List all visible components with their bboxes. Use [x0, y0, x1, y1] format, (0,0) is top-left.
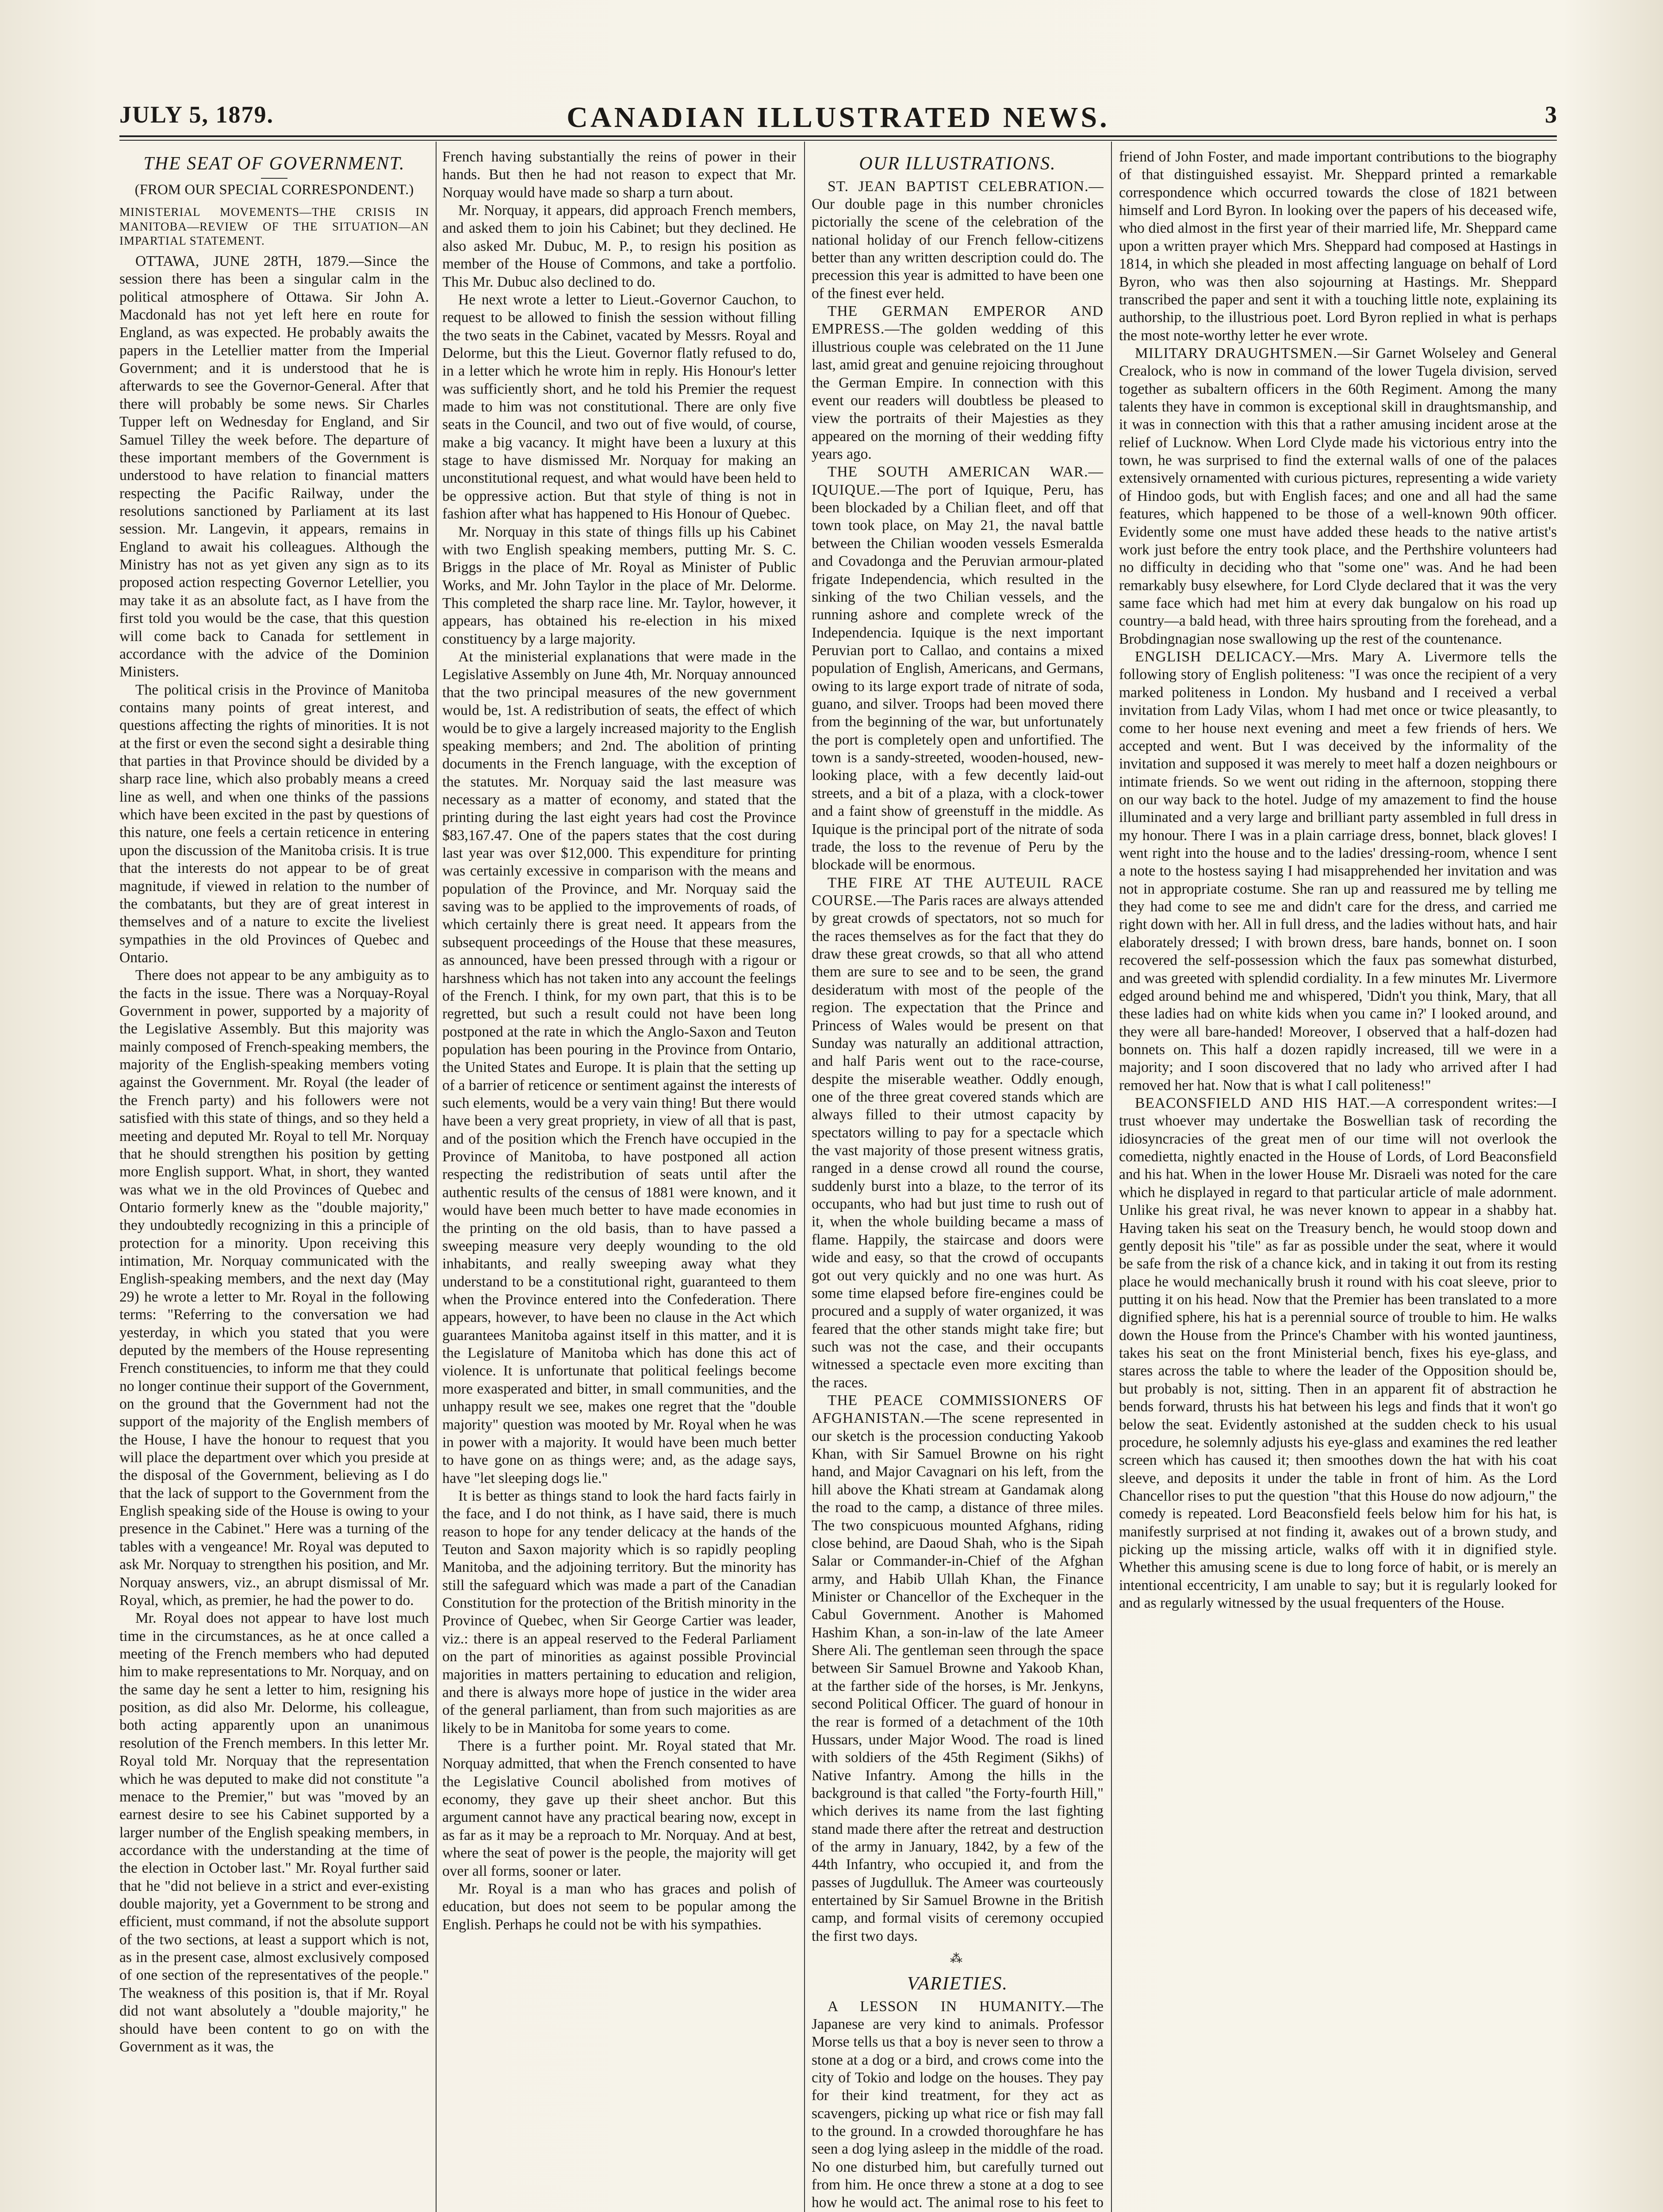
paragraph: It is better as things stand to look the hard facts fairly in the face, and I do not think, as I have said, there is much reason to hope for any tender delicacy at the hands of the Teuton and Saxon majority which is so rapidly peopling Manitoba, and the adjoining territory. But the minority has still the safeguard which was made a part of the Canadian Constitution for the protection of the British minority in the Province of Quebec, when Sir George Cartier was leader, viz.: there is an appeal reserved to the Federal Parliament on the part of minorities as against possible Provincial majorities in matters pertaining to education and religion, and there is always more hope of justice in the wider area of the general parliament, than from such majorities as are likely to be in Manitoba for some years to come.: [442, 1487, 796, 1736]
column-divider: [1111, 142, 1112, 2212]
item-heading: ST. JEAN BAPTIST CELEBRATION.: [828, 178, 1089, 195]
page-number: 3: [1545, 101, 1557, 128]
page-header: [119, 101, 1557, 136]
masthead-title: CANADIAN ILLUSTRATED NEWS.: [567, 101, 1110, 134]
paragraph: Mr. Norquay, it appears, did approach French members, and asked them to join his Cabinet; but they declined. He also asked Mr. Dubuc, M. P., to resign his position as member of the House of Commons, and take a portfolio. This Mr. Dubuc also declined to do.: [442, 202, 796, 290]
paragraph: There is a further point. Mr. Royal stated that Mr. Norquay admitted, that when the French consented to have the Legislative Council abolished from motives of economy, they gave up their sheet anchor. But this argument cannot have any practical bearing now, except in as far as it may be a reproach to Mr. Norquay. And at best, where the seat of power is the people, the majority will get over all forms, sooner or later.: [442, 1737, 796, 1879]
paragraph: Mr. Norquay in this state of things fills up his Cabinet with two English speaking members, putting Mr. S. C. Briggs in the place of Mr. Royal as Minister of Public Works, and Mr. John Taylor in the place of Mr. Delorme. This completed the sharp race line. Mr. Taylor, however, it appears, has obtained his re-election in his mixed constituency by a large majority.: [442, 523, 796, 647]
paragraph: [812, 874, 1104, 1392]
paragraph: [1119, 648, 1557, 1094]
item-text: —The scene represented in our sketch is the procession conducting Yakoob Khan, with Sir Samuel Browne on his right hand, and Major Cavagnari on his left, from the hill above the Khati stream at Gandamak along the road to the camp, a distance of three miles. The two conspicuous mounted Afghans, riding close behind, are Daoud Shah, who is the Sipah Salar or Commander-in-Chief of the Afghan army, and Habib Ullah Khan, the Finance Minister or Chancellor of the Exchequer in the Cabul Government. Another is Mahomed Hashim Khan, a son-in-law of the late Ameer Shere Ali. The gentleman seen through the space between Sir Samuel Browne and Yakoob Khan, at the farther side of the horses, is Mr. Jenkyns, second Political Officer. The guard of honour in the rear is formed of a detachment of the 10th Hussars, under Major Wood. The road is lined with soldiers of the 45th Regiment (Sikhs) of Native Infantry. Among the hills in the background is that called "the Forty-fourth Hill," which derives its name from the last fighting stand made there after the retreat and destruction of the army in January, 1842, by a few of the 44th Infantry, who occupied it, and from the passes of Jugdulluk. The Ameer was courteously entertained by Sir Samuel Browne in the British camp, and formal visits of ceremony occupied the first two days.: [812, 1410, 1104, 1944]
item-text: —The golden wedding of this illustrious couple was celebrated on the 11 June last, amid great and genuine rejoicing throughout the German Empire. In connection with this event our readers will doubtless be pleased to view the portraits of their Majesties as they appeared on the morning of their wedding fifty years ago.: [812, 321, 1104, 462]
column-2: [442, 148, 796, 2212]
paragraph: friend of John Foster, and made important contributions to the biography of that distinguished essayist. Mr. Sheppard printed a remarkable correspondence which occurred towards the close of 1821 between himself and Lord Byron. In looking over the papers of his deceased wife, who died almost in the first year of their married life, Mr. Sheppard came upon a written prayer which Mrs. Sheppard had composed at Hastings in 1814, in which she pleaded in most affecting language on behalf of Lord Byron, who was then also sojourning at Hastings. Mr. Sheppard transcribed the paper and sent it with a touching little note, explaining its authorship, to the illustrious poet. Lord Byron replied in what is perhaps the most note-worthy letter he ever wrote.: [1119, 149, 1557, 344]
paragraph: [812, 178, 1104, 303]
column-3: [812, 148, 1104, 2212]
paragraph: Mr. Royal is a man who has graces and polish of education, but does not seem to be popular among the English. Perhaps he could not be with his sympathies.: [442, 1880, 796, 1933]
column-divider: [436, 142, 437, 2212]
item-text: —Sir Garnet Wolseley and General Crealock, who is now in command of the lower Tugela division, served together as subaltern officers in the 60th Regiment. Among the many talents they have in common is exceptional skill in draughtsmanship, and it was in connection with this that a rather amusing incident arose at the relief of Lucknow. When Lord Clyde made his victorious entry into the town, he was surprised to find the external walls of one of the palaces extensively ornamented with curious pictures, representing a wide variety of Hindoo gods, but with English faces; and one and all had the same features, which happened to be those of a well-known 90th officer. Evidently some one must have added these heads to the native artist's work just before the entry took place, and the Perthshire volunteers had no difficulty in deciding who that "some one" was. And he had been remarkably busy elsewhere, for Lord Clyde declared that it was the very same face which had met him at every dak bungalow on his road up country—a bald head, with three hairs sprouting from the forehead, and a Brobdingnagian nose swallowing up the rest of the countenance.: [1119, 345, 1557, 647]
title-rule: [261, 178, 287, 179]
paragraph: [812, 303, 1104, 463]
issue-date: JULY 5, 1879.: [119, 101, 274, 128]
item-heading: THE PEACE COMMISSIONERS OF AFGHANISTAN.: [812, 1392, 1104, 1427]
paragraph: French having substantially the reins of power in their hands. But then he had not reason to expect that Mr. Norquay would have made so sharp a turn about.: [442, 149, 796, 201]
item-heading: BEACONSFIELD AND HIS HAT.: [1135, 1095, 1371, 1112]
column-4: [1119, 148, 1557, 2212]
paragraph: [1119, 1094, 1557, 1612]
item-heading: ENGLISH DELICACY.: [1135, 649, 1296, 665]
item-heading: THE SOUTH AMERICAN WAR.—IQUIQUE.: [812, 464, 1104, 498]
item-heading: A LESSON IN HUMANITY.: [828, 1998, 1066, 2015]
paragraph: [812, 1998, 1104, 2212]
item-text: —The Japanese are very kind to animals. Professor Morse tells us that a boy is never seen to throw a stone at a dog or a bird, and crows come into the city of Tokio and lodge on the houses. They pay for their kind treatment, for they act as scavengers, picking up what rice or fish may fall to the ground. In a crowded thoroughfare he has seen a dog lying asleep in the middle of the road. No one disturbed him, but carefully turned out from him. He once threw a stone at a dog to see how he would act. The animal rose to his feet to: [812, 1998, 1104, 2211]
header-rule: [119, 135, 1557, 141]
item-heading: THE FIRE AT THE AUTEUIL RACE COURSE.: [812, 874, 1104, 909]
paragraph: OTTAWA, JUNE 28TH, 1879.—Since the session there has been a singular calm in the political atmosphere of Ottawa. Sir John A. Macdonald has not yet left here en route for England, as was expected. He probably awaits the papers in the Letellier matter from the Imperial Government; and it is understood that he is afterwards to see the Governor-General. After that there will probably be some news. Sir Charles Tupper left on Wednesday for England, and Sir Samuel Tilley the week before. The departure of these important members of the Government is understood to have relation to financial matters respecting the Pacific Railway, under the resolutions sanctioned by Parliament at its last session. Mr. Langevin, it appears, remains in England to await his colleagues. Although the Ministry has not as yet given any sign as to its proposed action respecting Governor Letellier, you may take it as an absolute fact, as I have from the first told you would be the case, that this question will come back to Canada for settlement in accordance with the advice of the Dominion Ministers.: [119, 253, 429, 680]
item-text: —Our double page in this number chronicles pictorially the scene of the celebration of the national holiday of our French fellow-citizens better than any written description could do. The precession this year is admitted to have been one of the finest ever held.: [812, 178, 1104, 302]
section-title-illustrations: OUR ILLUSTRATIONS.: [859, 154, 1056, 174]
column-1: [119, 148, 429, 2212]
paragraph: [1119, 345, 1557, 648]
article-subheads: MINISTERIAL MOVEMENTS—THE CRISIS IN MANITOBA—REVIEW OF THE SITUATION—AN IMPARTIAL STATEMENT.: [119, 205, 429, 248]
paragraph: There does not appear to be any ambiguity as to the facts in the issue. There was a Norquay-Royal Government in power, supported by a majority of the Legislative Assembly. But this majority was mainly composed of French-speaking members, the majority of the English-speaking members voting against the Government. Mr. Royal (the leader of the French party) and his followers were not satisfied with this state of things, and so they held a meeting and deputed Mr. Royal to tell Mr. Norquay that he should strengthen his position by getting more English support. What, in short, they wanted was what we in the old Provinces of Quebec and Ontario formerly knew as the "double majority," they undoubtedly recognizing in this a principle of protection for a minority. Upon receiving this intimation, Mr. Norquay communicated with the English-speaking members, and the next day (May 29) he wrote a letter to Mr. Royal in the following terms: "Referring to the conversation we had yesterday, in which you stated that you were deputed by the members of the House representing French constituencies, to inform me that they could no longer continue their support of the Government, on the ground that the Government had not the support of the majority of the English members of the House, I have the honour to request that you will place the department over which you preside at the disposal of the Government, believing as I do that the lack of support to the Government from the English speaking side of the House is owing to your presence in the Cabinet." Here was a turning of the tables with a vengeance! Mr. Royal was deputed to ask Mr. Norquay to strengthen his position, and Mr. Norquay answers, viz., an abrupt dismissal of Mr. Royal, which, as premier, he had the power to do.: [119, 967, 429, 1609]
paragraph: Mr. Royal does not appear to have lost much time in the circumstances, as he at once called a meeting of the French members who had deputed him to make representations to Mr. Norquay, and on the same day he sent a letter to him, resigning his position, as did also Mr. Delorme, his colleague, both acting apparently upon an unanimous resolution of the French members. In this letter Mr. Royal told Mr. Norquay that the representation which he was deputed to make did not constitute "a menace to the Premier," but was "moved by an earnest desire to see his Cabinet supported by a larger number of the English speaking members, in accordance with the understanding at the time of the election in October last." Mr. Royal further said that he "did not believe in a strict and ever-existing double majority, yet a Government to be strong and efficient, must command, if not the absolute support of the two sections, at least a support which is not, as in the present case, almost exclusively composed of one section of the representatives of the people." The weakness of this position is, that if Mr. Royal did not want absolutely a "double majority," he should have been content to go on with the Government as it was, the: [119, 1610, 429, 2055]
section-title-varieties: VARIETIES.: [907, 1973, 1008, 1994]
paragraph: At the ministerial explanations that were made in the Legislative Assembly on June 4th, Mr. Norquay announced that the two principal measures of the new government would be, 1st. A redistribution of seats, the effect of which would be to give a largely increased majority to the English speaking members; and 2nd. The abolition of printing documents in the French language, with the exception of the statutes. Mr. Norquay said the last measure was necessary as a matter of economy, and stated that the printing during the last eight years had cost the Province $83,167.47. One of the papers states that the cost during last year was over $12,000. This expenditure for printing was certainly excessive in comparison with the means and population of the Province, and Mr. Norquay said the saving was to be applied to the improvements of roads, of which certainly there is great need. It appears from the subsequent proceedings of the House that these measures, as announced, have been pressed through with a rigour or harshness which has not taken into any account the feelings of the French. I think, for my own part, that this is to be regretted, but such a result could not have been long postponed at the rate in which the Anglo-Saxon and Teuton population has been pouring in the Province from Ontario, the United States and Europe. It is plain that the setting up of a barrier of reticence or sentiment against the interests of such elements, would be a very vain thing! But there would have been a very great propriety, in view of all that is past, and of the position which the French have occupied in the Province of Manitoba, to have postponed all action respecting the redistribution of seats until after the authentic results of the census of 1881 were known, and it would have been much better to have made economies in the printing on the old basis, than to have passed a sweeping measure very deeply wounding to the old inhabitants, and really sweeping away what they understand to be a constitutional right, guaranteed to them when the Province entered into the Confederation. There appears, however, to have been no clause in the Act which guarantees Manitoba against itself in this matter, and it is the Legislature of Manitoba which has done this act of violence. It is unfortunate that political feelings become more exasperated and bitter, in small communities, and the unhappy result we see, makes one regret that the "double majority" question was mooted by Mr. Royal when he was in power with a majority. It would have been much better to have gone on as things were; and, as the adage says, have "let sleeping dogs lie.": [442, 649, 796, 1486]
column-divider: [804, 142, 805, 2212]
item-text: —The port of Iquique, Peru, has been blockaded by a Chilian fleet, and off that town took place, on May 21, the naval battle between the Chilian wooden vessels Esmeralda and Covadonga and the Peruvian armour-plated frigate Independencia, which resulted in the sinking of the two Chilian vessels, and the running ashore and complete wreck of the Independencia. Iquique is the next important Peruvian port to Callao, and contains a mixed population of English, Americans, and Germans, owing to its large export trade of nitrate of soda, guano, and silver. Troops had been moved there from the beginning of the war, but unfortunately the port is completely open and unfortified. The town is a sandy-streeted, wooden-housed, new-looking place, with a few decently laid-out streets, and a bit of a plaza, with a clock-tower and a faint show of greenstuff in the middle. As Iquique is the principal port of the nitrate of soda trade, the loss to the revenue of Peru by the blockade will be enormous.: [812, 481, 1104, 873]
ornament-divider: ⁂: [950, 1952, 965, 1966]
item-text: —The Paris races are always attended by great crowds of spectators, not so much for the races themselves as for the fact that they do draw these great crowds, so that all who attend them are sure to see and to be seen, the grand desideratum with most of the people of the region. The expectation that the Prince and Princess of Wales would be present on that Sunday was naturally an additional attraction, and half Paris went out to the race-course, despite the miserable weather. Oddly enough, one of the three great covered stands which are always filled to their utmost capacity by spectators willing to pay for a spectacle which the vast majority of those present witness gratis, ranged in a dense crowd all round the course, suddenly burst into a blaze, to the terror of its occupants, who had but just time to rush out of it, when the whole building became a mass of flame. Happily, the staircase and doors were wide and easy, so that the crowd of occupants got out very quickly and no one was hurt. As some time elapsed before fire-engines could be procured and a supply of water organized, it was feared that the other stands might take fire; but such was not the case, and their occupants witnessed a spectacle even more exciting than the races.: [812, 892, 1104, 1391]
article-byline: (FROM OUR SPECIAL CORRESPONDENT.): [134, 181, 414, 198]
item-text: —A correspondent writes:—I trust whoever may undertake the Boswellian task of recording the idiosyncracies of the great men of our time will not overlook the comedietta, nightly enacted in the House of Lords, of Lord Beaconsfield and his hat. When in the lower House Mr. Disraeli was noted for the care which he displayed in regard to that particular article of male adornment. Unlike his great rival, he was never known to appear in a shabby hat. Having taken his seat on the Treasury bench, he would stoop down and gently deposit his "tile" as far as possible under the seat, where it would be safe from the risk of a chance kick, and in taking it out from its resting place he would mechanically brush it round with his coat sleeve, prior to putting it on his head. Now that the Premier has been translated to a more dignified sphere, his hat is a perennial source of trouble to him. He walks down the House from the Prince's Chamber with his wonted jauntiness, takes his seat on the front Ministerial bench, fixes his eye-glass, and stares across the table to where the leader of the Opposition should be, but probably is not, sitting. Then in an apparent fit of abstraction he bends forward, thrusts his hat between his legs and finds that it won't go below the seat. Evidently astonished at the sudden check to his usual procedure, he solemnly adjusts his eye-glass and examines the red leather screen which has caused it; then smoothes down the hat with his coat sleeve, and deposits it under the table in front of him. As the Lord Chancellor rises to put the question "that this House do now adjourn," the comedy is repeated. Lord Beaconsfield feels below him for his hat, is manifestly surprised at not finding it, awakes out of a brown study, and picking up the missing article, walks off with it in dignified style. Whether this amusing scene is due to long force of habit, or is merely an intentional eccentricity, I am unable to say; but it is regularly looked for and as regularly witnessed by the usual frequenters of the House.: [1119, 1095, 1557, 1612]
paragraph: [812, 1392, 1104, 1945]
paragraph: [812, 463, 1104, 874]
item-text: —Mrs. Mary A. Livermore tells the following story of English politeness: "I was once the recipient of a very marked politeness in London. My husband and I received a verbal invitation from Lady Vilas, whom I had met once or twice pleasantly, to come to her house next evening and meet a few friends of hers. We accepted and went. But I was deceived by the informality of the invitation and supposed it was merely to meet half a dozen neighbours or intimate friends. So we went out riding in the afternoon, stopping there on our way back to the hotel. Judge of my amazement to find the house illuminated and a very large and brilliant party assembled in full dress in my honour. There I was in a plain carriage dress, bonnet, black gloves! I went right into the house and to the ladies' dressing-room, whence I sent a note to the hostess saying I had misapprehended her invitation and was not in appropriate costume. She ran up and reassured me by telling me they had come to see me and didn't care for the dress, and carried me right down with her. All in full dress, and the ladies without hats, and hair elaborately dressed; I with brown dress, bare hands, bonnet on. I soon recovered the self-possession which the faux pas somewhat disturbed, and was greeted with splendid cordiality. In a few minutes Mr. Livermore edged around behind me and whispered, 'Didn't you think, Mary, that all these ladies had on white kids when you came in?' I looked around, and they were all bare-handed! Moreover, I observed that a half-dozen had bonnets on. This half a dozen rapidly increased, till we were in a majority; and I soon discovered that no lady who arrived after I had removed her hat. Now that is what I call politeness!": [1119, 649, 1557, 1094]
item-heading: THE GERMAN EMPEROR AND EMPRESS.: [812, 303, 1104, 338]
paragraph: He next wrote a letter to Lieut.-Governor Cauchon, to request to be allowed to finish the session without filling the two seats in the Cabinet, vacated by Messrs. Royal and Delorme, but this the Lieut. Governor flatly refused to do, in a letter which he wrote him in reply. His Honour's letter was sufficiently short, and he told his Premier the request made to him was not constitutional. There are only five seats in the Council, and two out of five would, of course, make a big vacancy. It might have been a luxury at this stage to have dismissed Mr. Norquay for making an unconstitutional request, and what would have been held to be oppressive action. But that style of thing is not in fashion after what has happened to His Honour of Quebec.: [442, 291, 796, 522]
article-title: THE SEAT OF GOVERNMENT.: [143, 154, 405, 174]
paragraph: The political crisis in the Province of Manitoba contains many points of great interest, and questions affecting the rights of minorities. It is not at the first or even the second sight a desirable thing that parties in that Province should be divided by a sharp race line, which also probably means a creed line as well, and when one thinks of the passions which have been excited in the past by questions of this nature, one feels a certain reticence in entering upon the discussion of the Manitoba crisis. It is true that the interests do not appear to be of great magnitude, if viewed in relation to the number of the combatants, but they are of great interest in themselves and of a nature to excite the liveliest sympathies in the old Provinces of Quebec and Ontario.: [119, 681, 429, 966]
item-heading: MILITARY DRAUGHTSMEN.: [1135, 345, 1337, 361]
